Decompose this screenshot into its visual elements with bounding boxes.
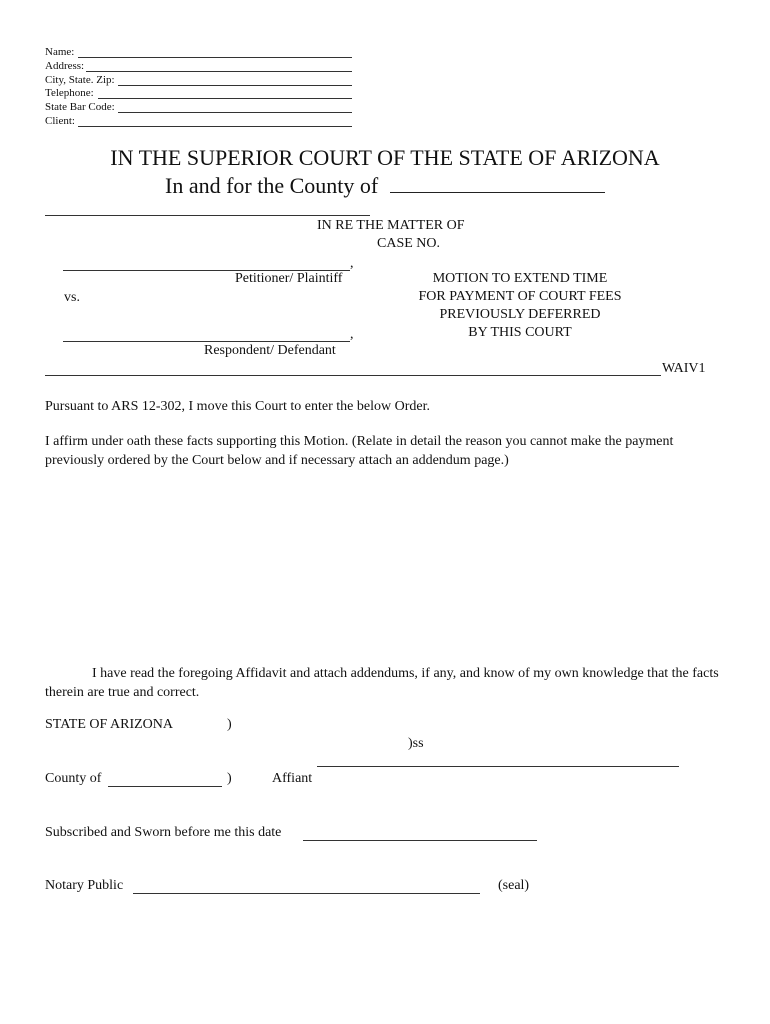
respondent-comma: ,: [350, 327, 354, 342]
county-of-field[interactable]: [108, 786, 222, 787]
respondent-name-field[interactable]: [63, 341, 350, 342]
name-field[interactable]: [78, 57, 352, 58]
seal-label: (seal): [498, 878, 530, 893]
subscribed-sworn-label: Subscribed and Sworn before me this date: [45, 825, 282, 840]
telephone-label: Telephone:: [45, 87, 94, 99]
case-no-label: CASE NO.: [377, 236, 441, 251]
motion-line: FOR PAYMENT OF COURT FEES: [418, 289, 622, 304]
state-of-arizona: STATE OF ARIZONA: [45, 717, 173, 732]
caption-top-rule: [45, 215, 370, 216]
motion-line: BY THIS COURT: [468, 325, 572, 340]
address-field[interactable]: [86, 71, 352, 72]
vs-label: vs.: [64, 290, 80, 305]
state-bar-code-label: State Bar Code:: [45, 101, 115, 113]
petitioner-label: Petitioner/ Plaintiff: [235, 271, 343, 286]
motion-line: PREVIOUSLY DEFERRED: [439, 307, 601, 322]
state-paren: ): [227, 717, 232, 732]
telephone-field[interactable]: [98, 98, 352, 99]
read-foregoing-paragraph: I have read the foregoing Affidavit and attach addendums, if any, and know of my own knowledge that the facts therein are true and correct.: [45, 666, 719, 700]
county-field[interactable]: [390, 192, 605, 193]
city-state-zip-label: City, State. Zip:: [45, 74, 115, 86]
sworn-date-field[interactable]: [303, 840, 537, 841]
respondent-label: Respondent/ Defendant: [204, 343, 336, 358]
ss-label: )ss: [408, 736, 424, 751]
in-re-matter-of: IN RE THE MATTER OF: [317, 218, 465, 233]
notary-public-label: Notary Public: [45, 878, 124, 893]
county-title-text: In and for the County of: [165, 173, 379, 198]
motion-line: MOTION TO EXTEND TIME: [432, 271, 608, 286]
city-state-zip-field[interactable]: [118, 85, 352, 86]
client-label: Client:: [45, 115, 75, 127]
affiant-label: Affiant: [272, 771, 313, 786]
name-label: Name:: [45, 46, 75, 58]
form-code: WAIV1: [662, 361, 706, 376]
state-bar-code-field[interactable]: [118, 112, 352, 113]
affirm-paragraph: I affirm under oath these facts supporting this Motion. (Relate in detail the reason you cannot make the payment previously ordered by the Court below and if necessary attach an addendum page.): [45, 434, 674, 468]
court-title: IN THE SUPERIOR COURT OF THE STATE OF ARIZONA: [110, 145, 660, 170]
county-paren: ): [227, 771, 232, 786]
pursuant-paragraph: Pursuant to ARS 12-302, I move this Court to enter the below Order.: [45, 399, 430, 414]
county-title: [165, 173, 605, 199]
caption-bottom-rule: [45, 375, 661, 376]
affiant-signature-field[interactable]: [317, 766, 679, 767]
notary-signature-field[interactable]: [133, 893, 480, 894]
petitioner-comma: ,: [350, 256, 354, 271]
county-of-label: County of: [45, 771, 102, 786]
address-label: Address:: [45, 60, 85, 72]
client-field[interactable]: [78, 126, 352, 127]
